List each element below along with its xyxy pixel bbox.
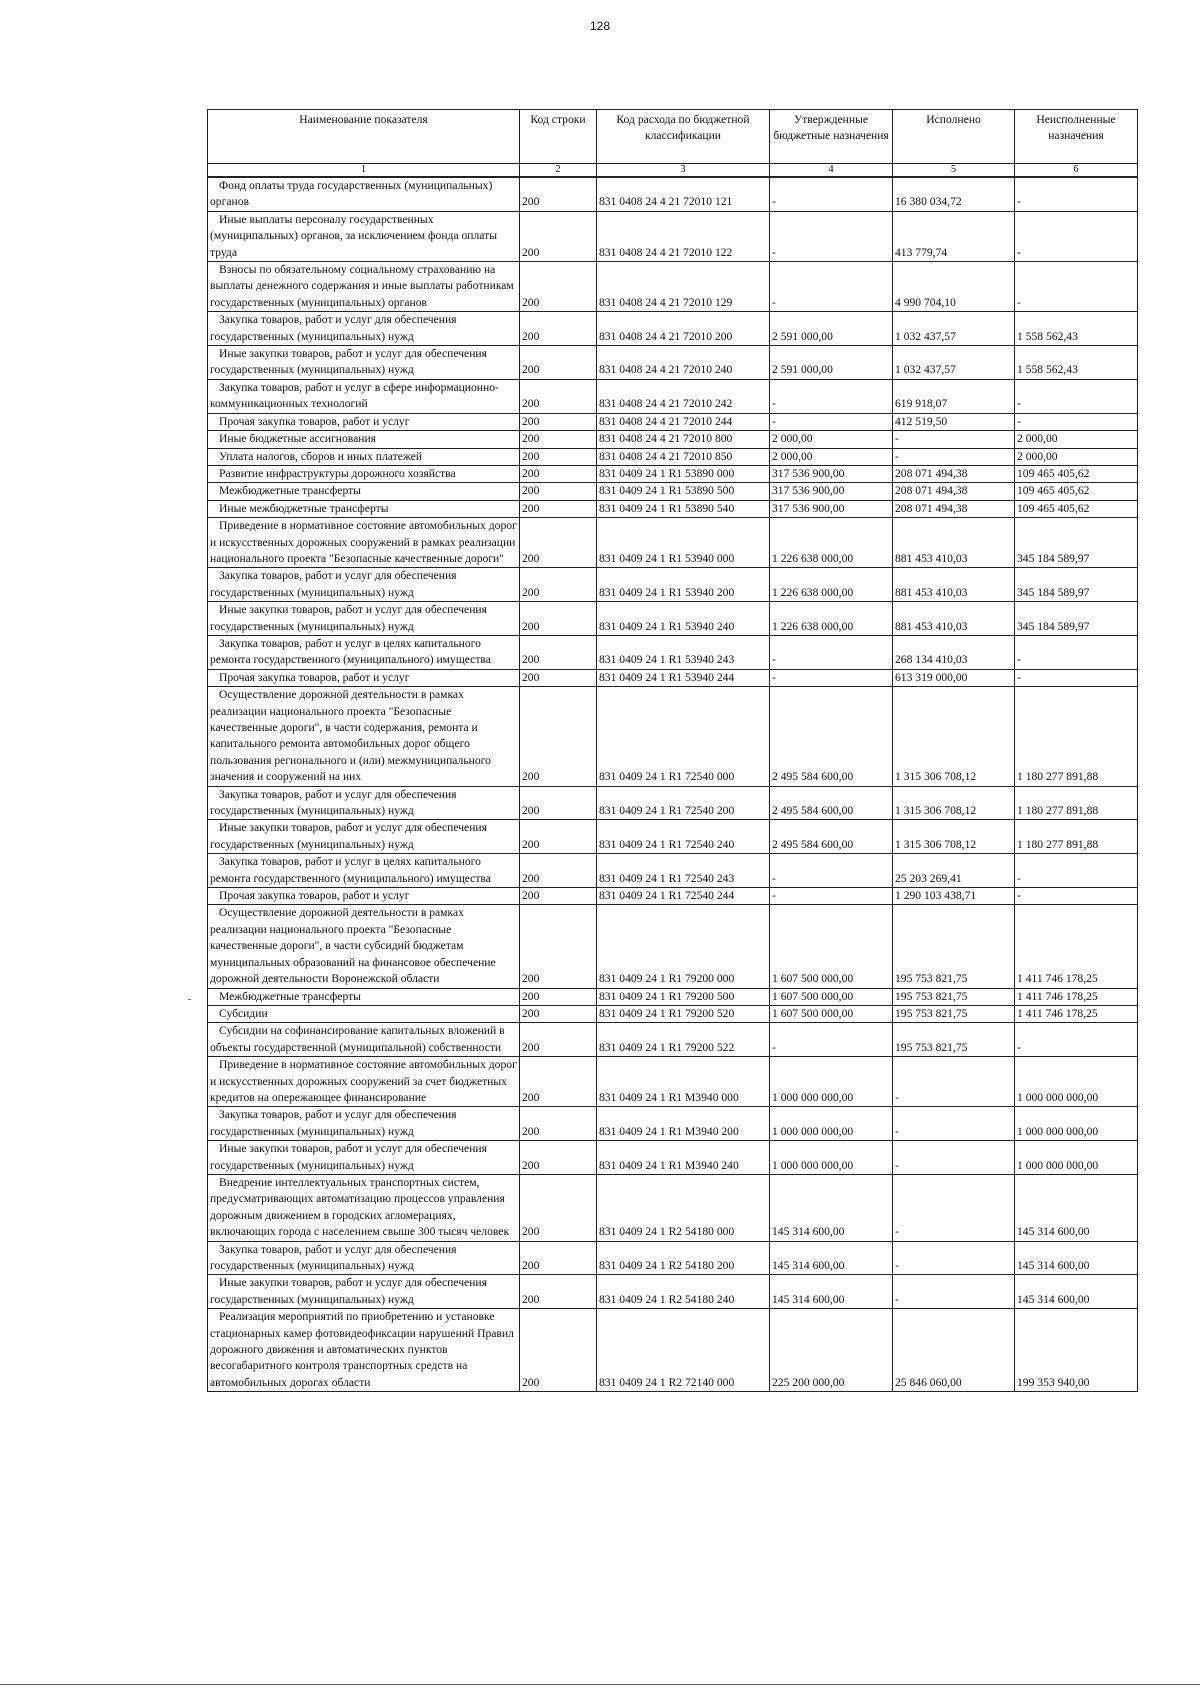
table-row [208, 854, 1138, 888]
budget-code-cell: 831 0409 24 1 R1 79200 500 [597, 988, 770, 1005]
unexecuted-amount-cell: - [1015, 379, 1138, 413]
budget-code-cell: 831 0409 24 1 R1 53940 244 [597, 669, 770, 686]
line-code-cell: 200 [520, 635, 597, 669]
executed-amount-cell: - [893, 431, 1015, 448]
budget-code-cell: 831 0409 24 1 R1 M3940 240 [597, 1141, 770, 1175]
executed-amount-cell: 619 918,07 [893, 379, 1015, 413]
line-code-cell: 200 [520, 687, 597, 786]
table-row [208, 905, 1138, 988]
line-code-cell: 200 [520, 820, 597, 854]
approved-amount-cell: 1 607 500 000,00 [770, 905, 893, 988]
unexecuted-amount-cell: - [1015, 888, 1138, 905]
line-code-cell: 200 [520, 483, 597, 500]
unexecuted-amount-cell: 1 000 000 000,00 [1015, 1107, 1138, 1141]
approved-amount-cell: 1 000 000 000,00 [770, 1057, 893, 1107]
table-row [208, 431, 1138, 448]
indicator-name-cell: Иные бюджетные ассигнования [208, 431, 520, 448]
approved-amount-cell: - [770, 888, 893, 905]
budget-code-cell: 831 0409 24 1 R2 72140 000 [597, 1309, 770, 1392]
budget-code-cell: 831 0409 24 1 R1 53890 540 [597, 500, 770, 517]
executed-amount-cell: 1 290 103 438,71 [893, 888, 1015, 905]
column-number: 5 [893, 164, 1015, 178]
approved-amount-cell: 317 536 900,00 [770, 465, 893, 482]
approved-amount-cell: - [770, 669, 893, 686]
executed-amount-cell: 613 319 000,00 [893, 669, 1015, 686]
table-row [208, 312, 1138, 346]
header-unexecuted: Неисполненные назначения [1015, 110, 1138, 164]
column-number: 3 [597, 164, 770, 178]
budget-code-cell: 831 0408 24 4 21 72010 200 [597, 312, 770, 346]
budget-code-cell: 831 0409 24 1 R1 72540 240 [597, 820, 770, 854]
approved-amount-cell: 225 200 000,00 [770, 1309, 893, 1392]
unexecuted-amount-cell: 109 465 405,62 [1015, 500, 1138, 517]
unexecuted-amount-cell: - [1015, 635, 1138, 669]
indicator-name-cell: Уплата налогов, сборов и иных платежей [208, 448, 520, 465]
line-code-cell: 200 [520, 669, 597, 686]
line-code-cell: 200 [520, 786, 597, 820]
executed-amount-cell: 881 453 410,03 [893, 518, 1015, 568]
budget-code-cell: 831 0408 24 4 21 72010 242 [597, 379, 770, 413]
indicator-name-cell: Иные закупки товаров, работ и услуг для обеспечения государственных (муниципальных) нужд [208, 1141, 520, 1175]
unexecuted-amount-cell: - [1015, 211, 1138, 261]
budget-code-cell: 831 0408 24 4 21 72010 121 [597, 177, 770, 211]
unexecuted-amount-cell: - [1015, 413, 1138, 430]
executed-amount-cell: 25 203 269,41 [893, 854, 1015, 888]
executed-amount-cell: 4 990 704,10 [893, 262, 1015, 312]
line-code-cell: 200 [520, 1141, 597, 1175]
executed-amount-cell: 195 753 821,75 [893, 1023, 1015, 1057]
approved-amount-cell: - [770, 211, 893, 261]
indicator-name-cell: Закупка товаров, работ и услуг для обеспечения государственных (муниципальных) нужд [208, 786, 520, 820]
unexecuted-amount-cell: 1 180 277 891,88 [1015, 820, 1138, 854]
approved-amount-cell: 2 000,00 [770, 448, 893, 465]
line-code-cell: 200 [520, 568, 597, 602]
approved-amount-cell: - [770, 854, 893, 888]
approved-amount-cell: 2 000,00 [770, 431, 893, 448]
indicator-name-cell: Прочая закупка товаров, работ и услуг [208, 888, 520, 905]
table-row [208, 888, 1138, 905]
unexecuted-amount-cell: - [1015, 1023, 1138, 1057]
unexecuted-amount-cell: 145 314 600,00 [1015, 1275, 1138, 1309]
indicator-name-cell: Осуществление дорожной деятельности в рамках реализации национального проекта "Безопасные качественные дороги", в части субсидий бюджетам муниципальных образований на финансовое обеспечение дорожной деятельности Воронежской области [208, 905, 520, 988]
budget-code-cell: 831 0409 24 1 R1 79200 522 [597, 1023, 770, 1057]
unexecuted-amount-cell: - [1015, 669, 1138, 686]
approved-amount-cell: 1 607 500 000,00 [770, 988, 893, 1005]
indicator-name-cell: Приведение в нормативное состояние автомобильных дорог и искусственных дорожных сооружений в рамках реализации национального проекта "Безопасные качественные дороги" [208, 518, 520, 568]
indicator-name-cell: Развитие инфраструктуры дорожного хозяйства [208, 465, 520, 482]
table-row [208, 568, 1138, 602]
budget-code-cell: 831 0409 24 1 R2 54180 000 [597, 1174, 770, 1241]
line-code-cell: 200 [520, 1275, 597, 1309]
approved-amount-cell: 1 226 638 000,00 [770, 518, 893, 568]
budget-code-cell: 831 0408 24 4 21 72010 244 [597, 413, 770, 430]
budget-code-cell: 831 0408 24 4 21 72010 800 [597, 431, 770, 448]
indicator-name-cell: Иные закупки товаров, работ и услуг для обеспечения государственных (муниципальных) нужд [208, 346, 520, 380]
unexecuted-amount-cell: 1 558 562,43 [1015, 312, 1138, 346]
column-number: 4 [770, 164, 893, 178]
executed-amount-cell: 1 315 306 708,12 [893, 820, 1015, 854]
line-code-cell: 200 [520, 602, 597, 636]
unexecuted-amount-cell: 2 000,00 [1015, 431, 1138, 448]
executed-amount-cell: 1 032 437,57 [893, 312, 1015, 346]
margin-mark [188, 999, 191, 1000]
executed-amount-cell: 16 380 034,72 [893, 177, 1015, 211]
indicator-name-cell: Закупка товаров, работ и услуг для обеспечения государственных (муниципальных) нужд [208, 568, 520, 602]
budget-code-cell: 831 0408 24 4 21 72010 122 [597, 211, 770, 261]
approved-amount-cell: 1 000 000 000,00 [770, 1107, 893, 1141]
header-executed: Исполнено [893, 110, 1015, 164]
indicator-name-cell: Приведение в нормативное состояние автомобильных дорог и искусственных дорожных сооружений за счет бюджетных кредитов на опережающее финансирование [208, 1057, 520, 1107]
bottom-rule [0, 1684, 1200, 1685]
approved-amount-cell: 1 226 638 000,00 [770, 568, 893, 602]
indicator-name-cell: Фонд оплаты труда государственных (муниципальных) органов [208, 177, 520, 211]
approved-amount-cell: 145 314 600,00 [770, 1275, 893, 1309]
budget-execution-table [207, 109, 1138, 1392]
line-code-cell: 200 [520, 346, 597, 380]
indicator-name-cell: Закупка товаров, работ и услуг в целях капитального ремонта государственного (муниципального) имущества [208, 854, 520, 888]
table-row [208, 988, 1138, 1005]
table-row [208, 518, 1138, 568]
indicator-name-cell: Реализация мероприятий по приобретению и установке стационарных камер фотовидеофиксации нарушений Правил дорожного движения и автоматических пунктов весогабаритного контроля транспортных средств на автомобильных дорогах области [208, 1309, 520, 1392]
approved-amount-cell: - [770, 379, 893, 413]
executed-amount-cell: 1 315 306 708,12 [893, 687, 1015, 786]
executed-amount-cell: 195 753 821,75 [893, 905, 1015, 988]
budget-code-cell: 831 0409 24 1 R2 54180 240 [597, 1275, 770, 1309]
indicator-name-cell: Иные закупки товаров, работ и услуг для обеспечения государственных (муниципальных) нужд [208, 602, 520, 636]
executed-amount-cell: - [893, 1141, 1015, 1175]
table-row [208, 379, 1138, 413]
executed-amount-cell: 412 519,50 [893, 413, 1015, 430]
unexecuted-amount-cell: 1 000 000 000,00 [1015, 1057, 1138, 1107]
table-row [208, 1241, 1138, 1275]
indicator-name-cell: Осуществление дорожной деятельности в рамках реализации национального проекта "Безопасные качественные дороги", в части содержания, ремонта и капитального ремонта автомобильных дорог общего пользования регионального и (или) межмуниципального значения и сооружений на них [208, 687, 520, 786]
indicator-name-cell: Внедрение интеллектуальных транспортных систем, предусматривающих автоматизацию процессов управления дорожным движением в городских агломерациях, включающих города с населением свыше 300 тысяч человек [208, 1174, 520, 1241]
table-row [208, 465, 1138, 482]
executed-amount-cell: 1 032 437,57 [893, 346, 1015, 380]
indicator-name-cell: Межбюджетные трансферты [208, 483, 520, 500]
table-row [208, 1174, 1138, 1241]
line-code-cell: 200 [520, 518, 597, 568]
unexecuted-amount-cell: 145 314 600,00 [1015, 1174, 1138, 1241]
executed-amount-cell: 208 071 494,38 [893, 483, 1015, 500]
table-row [208, 1107, 1138, 1141]
executed-amount-cell: 195 753 821,75 [893, 988, 1015, 1005]
line-code-cell: 200 [520, 888, 597, 905]
line-code-cell: 200 [520, 448, 597, 465]
executed-amount-cell: 195 753 821,75 [893, 1005, 1015, 1022]
line-code-cell: 200 [520, 1107, 597, 1141]
approved-amount-cell: 2 591 000,00 [770, 312, 893, 346]
approved-amount-cell: - [770, 262, 893, 312]
unexecuted-amount-cell: 199 353 940,00 [1015, 1309, 1138, 1392]
executed-amount-cell: 881 453 410,03 [893, 568, 1015, 602]
table-row [208, 177, 1138, 211]
unexecuted-amount-cell: 1 180 277 891,88 [1015, 687, 1138, 786]
line-code-cell: 200 [520, 312, 597, 346]
unexecuted-amount-cell: 1 180 277 891,88 [1015, 786, 1138, 820]
unexecuted-amount-cell: 109 465 405,62 [1015, 483, 1138, 500]
line-code-cell: 200 [520, 905, 597, 988]
table-row [208, 602, 1138, 636]
line-code-cell: 200 [520, 988, 597, 1005]
line-code-cell: 200 [520, 177, 597, 211]
line-code-cell: 200 [520, 500, 597, 517]
executed-amount-cell: 881 453 410,03 [893, 602, 1015, 636]
unexecuted-amount-cell: 345 184 589,97 [1015, 602, 1138, 636]
unexecuted-amount-cell: 1 411 746 178,25 [1015, 905, 1138, 988]
approved-amount-cell: 317 536 900,00 [770, 483, 893, 500]
line-code-cell: 200 [520, 1309, 597, 1392]
executed-amount-cell: 268 134 410,03 [893, 635, 1015, 669]
executed-amount-cell: - [893, 1241, 1015, 1275]
budget-code-cell: 831 0409 24 1 R1 79200 000 [597, 905, 770, 988]
unexecuted-amount-cell: - [1015, 854, 1138, 888]
unexecuted-amount-cell: - [1015, 262, 1138, 312]
indicator-name-cell: Межбюджетные трансферты [208, 988, 520, 1005]
table-row [208, 635, 1138, 669]
header-line-code: Код строки [520, 110, 597, 164]
line-code-cell: 200 [520, 854, 597, 888]
indicator-name-cell: Иные закупки товаров, работ и услуг для обеспечения государственных (муниципальных) нужд [208, 1275, 520, 1309]
approved-amount-cell: 1 000 000 000,00 [770, 1141, 893, 1175]
table-row [208, 1141, 1138, 1175]
indicator-name-cell: Взносы по обязательному социальному страхованию на выплаты денежного содержания и иные выплаты работникам государственных (муниципальных) органов [208, 262, 520, 312]
unexecuted-amount-cell: 1 000 000 000,00 [1015, 1141, 1138, 1175]
line-code-cell: 200 [520, 1241, 597, 1275]
line-code-cell: 200 [520, 211, 597, 261]
approved-amount-cell: - [770, 1023, 893, 1057]
table-row [208, 262, 1138, 312]
table-row [208, 500, 1138, 517]
table-row [208, 346, 1138, 380]
line-code-cell: 200 [520, 1174, 597, 1241]
budget-code-cell: 831 0409 24 1 R1 72540 000 [597, 687, 770, 786]
table-row [208, 483, 1138, 500]
unexecuted-amount-cell: 1 411 746 178,25 [1015, 988, 1138, 1005]
indicator-name-cell: Иные выплаты персоналу государственных (муниципальных) органов, за исключением фонда оплаты труда [208, 211, 520, 261]
indicator-name-cell: Закупка товаров, работ и услуг для обеспечения государственных (муниципальных) нужд [208, 312, 520, 346]
table-row [208, 1005, 1138, 1022]
unexecuted-amount-cell: 2 000,00 [1015, 448, 1138, 465]
executed-amount-cell: 1 315 306 708,12 [893, 786, 1015, 820]
approved-amount-cell: 1 226 638 000,00 [770, 602, 893, 636]
line-code-cell: 200 [520, 379, 597, 413]
indicator-name-cell: Субсидии [208, 1005, 520, 1022]
budget-code-cell: 831 0409 24 1 R1 53940 200 [597, 568, 770, 602]
indicator-name-cell: Закупка товаров, работ и услуг в сфере информационно-коммуникационных технологий [208, 379, 520, 413]
budget-code-cell: 831 0409 24 1 R1 53940 240 [597, 602, 770, 636]
approved-amount-cell: 145 314 600,00 [770, 1241, 893, 1275]
column-number: 1 [208, 164, 520, 178]
indicator-name-cell: Прочая закупка товаров, работ и услуг [208, 669, 520, 686]
approved-amount-cell: - [770, 413, 893, 430]
executed-amount-cell: - [893, 1107, 1015, 1141]
indicator-name-cell: Субсидии на софинансирование капитальных вложений в объекты государственной (муниципальной) собственности [208, 1023, 520, 1057]
header-approved: Утвержденные бюджетные назначения [770, 110, 893, 164]
executed-amount-cell: - [893, 1057, 1015, 1107]
table-row [208, 1057, 1138, 1107]
table-row [208, 448, 1138, 465]
table-row [208, 1309, 1138, 1392]
unexecuted-amount-cell: 345 184 589,97 [1015, 518, 1138, 568]
indicator-name-cell: Прочая закупка товаров, работ и услуг [208, 413, 520, 430]
header-row [208, 110, 1138, 164]
table-row [208, 211, 1138, 261]
approved-amount-cell: 2 495 584 600,00 [770, 786, 893, 820]
budget-code-cell: 831 0409 24 1 R1 53890 500 [597, 483, 770, 500]
budget-code-cell: 831 0408 24 4 21 72010 129 [597, 262, 770, 312]
budget-code-cell: 831 0409 24 1 R1 M3940 000 [597, 1057, 770, 1107]
table-row [208, 1023, 1138, 1057]
approved-amount-cell: 2 495 584 600,00 [770, 820, 893, 854]
header-name: Наименование показателя [208, 110, 520, 164]
indicator-name-cell: Закупка товаров, работ и услуг в целях капитального ремонта государственного (муниципального) имущества [208, 635, 520, 669]
budget-code-cell: 831 0408 24 4 21 72010 240 [597, 346, 770, 380]
approved-amount-cell: 317 536 900,00 [770, 500, 893, 517]
column-number: 2 [520, 164, 597, 178]
line-code-cell: 200 [520, 413, 597, 430]
line-code-cell: 200 [520, 1023, 597, 1057]
indicator-name-cell: Иные закупки товаров, работ и услуг для обеспечения государственных (муниципальных) нужд [208, 820, 520, 854]
table-row [208, 1275, 1138, 1309]
table-row [208, 413, 1138, 430]
indicator-name-cell: Закупка товаров, работ и услуг для обеспечения государственных (муниципальных) нужд [208, 1241, 520, 1275]
budget-code-cell: 831 0408 24 4 21 72010 850 [597, 448, 770, 465]
executed-amount-cell: - [893, 448, 1015, 465]
approved-amount-cell: 2 495 584 600,00 [770, 687, 893, 786]
budget-code-cell: 831 0409 24 1 R1 79200 520 [597, 1005, 770, 1022]
executed-amount-cell: - [893, 1174, 1015, 1241]
budget-code-cell: 831 0409 24 1 R1 53940 000 [597, 518, 770, 568]
executed-amount-cell: - [893, 1275, 1015, 1309]
unexecuted-amount-cell: 1 558 562,43 [1015, 346, 1138, 380]
budget-code-cell: 831 0409 24 1 R2 54180 200 [597, 1241, 770, 1275]
indicator-name-cell: Закупка товаров, работ и услуг для обеспечения государственных (муниципальных) нужд [208, 1107, 520, 1141]
unexecuted-amount-cell: 109 465 405,62 [1015, 465, 1138, 482]
line-code-cell: 200 [520, 431, 597, 448]
executed-amount-cell: 208 071 494,38 [893, 465, 1015, 482]
unexecuted-amount-cell: 345 184 589,97 [1015, 568, 1138, 602]
table-row [208, 820, 1138, 854]
unexecuted-amount-cell: 1 411 746 178,25 [1015, 1005, 1138, 1022]
indicator-name-cell: Иные межбюджетные трансферты [208, 500, 520, 517]
budget-code-cell: 831 0409 24 1 R1 53940 243 [597, 635, 770, 669]
page-number: 128 [589, 19, 611, 33]
table-row [208, 669, 1138, 686]
approved-amount-cell: 2 591 000,00 [770, 346, 893, 380]
line-code-cell: 200 [520, 1005, 597, 1022]
line-code-cell: 200 [520, 465, 597, 482]
budget-code-cell: 831 0409 24 1 R1 M3940 200 [597, 1107, 770, 1141]
budget-code-cell: 831 0409 24 1 R1 53890 000 [597, 465, 770, 482]
budget-code-cell: 831 0409 24 1 R1 72540 244 [597, 888, 770, 905]
unexecuted-amount-cell: 145 314 600,00 [1015, 1241, 1138, 1275]
column-number: 6 [1015, 164, 1138, 178]
executed-amount-cell: 208 071 494,38 [893, 500, 1015, 517]
budget-code-cell: 831 0409 24 1 R1 72540 243 [597, 854, 770, 888]
header-budget-code: Код расхода по бюджетной классификации [597, 110, 770, 164]
executed-amount-cell: 25 846 060,00 [893, 1309, 1015, 1392]
approved-amount-cell: - [770, 635, 893, 669]
table-row [208, 786, 1138, 820]
unexecuted-amount-cell: - [1015, 177, 1138, 211]
table-row [208, 687, 1138, 786]
line-code-cell: 200 [520, 262, 597, 312]
approved-amount-cell: 1 607 500 000,00 [770, 1005, 893, 1022]
executed-amount-cell: 413 779,74 [893, 211, 1015, 261]
approved-amount-cell: - [770, 177, 893, 211]
approved-amount-cell: 145 314 600,00 [770, 1174, 893, 1241]
line-code-cell: 200 [520, 1057, 597, 1107]
column-number-row [208, 164, 1138, 178]
budget-code-cell: 831 0409 24 1 R1 72540 200 [597, 786, 770, 820]
